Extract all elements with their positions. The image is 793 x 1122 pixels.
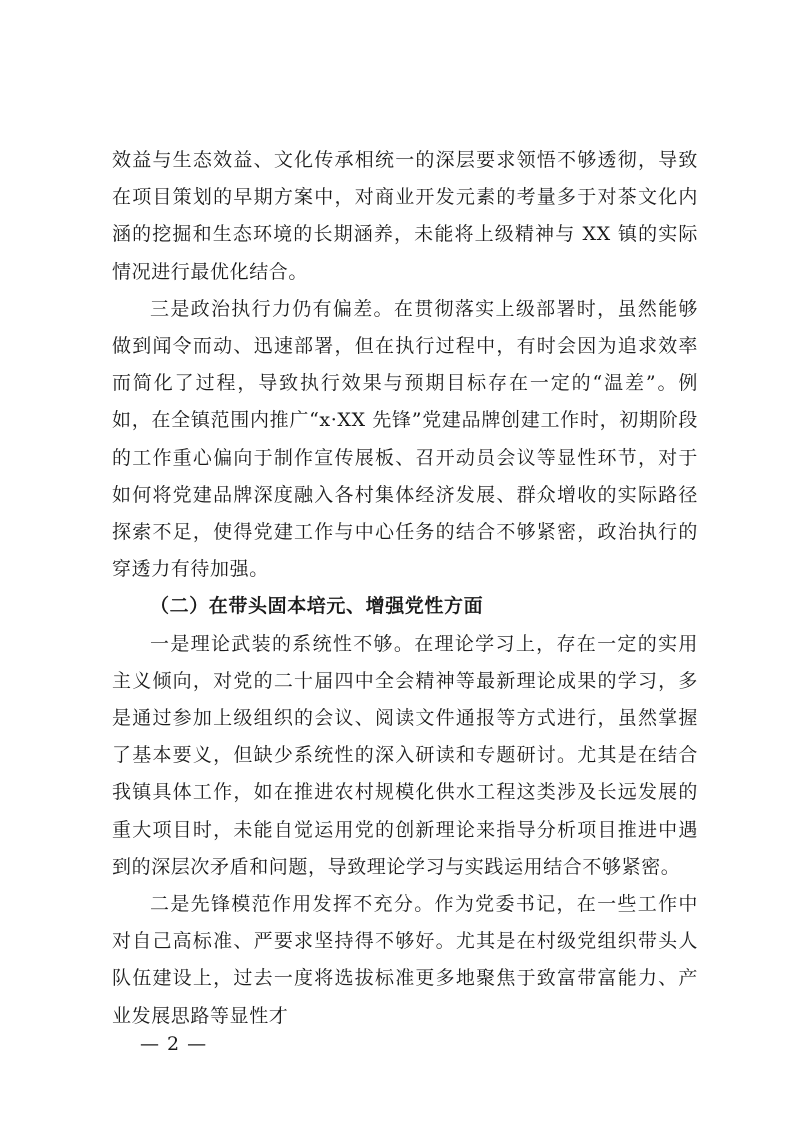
section-heading: （二）在带头固本培元、增强党性方面 xyxy=(150,595,484,618)
paragraph-political-execution: 三是政治执行力仍有偏差。在贯彻落实上级部署时，虽然能够做到闻令而动、迅速部署，但在执行过程中，有时会因为追求效率而简化了过程，导致执行效果与预期目标存在一定的“温差”。例如，在全镇范围内推广“x·XX 先锋”党建品牌创建工作时，初期阶段的工作重心偏向于制作宣传展板、召开动员会议等显性环节，对于如何将党建品牌深度融入各村集体经济发展、群众增收的实际路径探索不足，使得党建工作与中心任务的结合不够紧密，政治执行的穿透力有待加强。 xyxy=(112,297,698,581)
paragraph-theory-study: 一是理论武装的系统性不够。在理论学习上，存在一定的实用主义倾向，对党的二十届四中全会精神等最新理论成果的学习，多是通过参加上级组织的会议、阅读文件通报等方式进行，虽然掌握了基本要义，但缺少系统性的深入研读和专题研讨。尤其是在结合我镇具体工作，如在推进农村规模化供水工程这类涉及长远发展的重大项目时，未能自觉运用党的创新理论来指导分析项目推进中遇到的深层次矛盾和问题，导致理论学习与实践运用结合不够紧密。 xyxy=(112,632,698,878)
continued-paragraph: 效益与生态效益、文化传承相统一的深层要求领悟不够透彻，导致在项目策划的早期方案中，对商业开发元素的考量多于对茶文化内涵的挖掘和生态环境的长期涵养，未能将上级精神与 XX 镇的实际情况进行最优化结合。 xyxy=(112,149,698,283)
page-number: — 2 — xyxy=(140,1033,208,1055)
document-body xyxy=(112,142,698,1035)
paragraph-vanguard-role: 二是先锋模范作用发挥不充分。作为党委书记，在一些工作中对自己高标准、严要求坚持得不够好。尤其是在村级党组织带头人队伍建设上，过去一度将选拔标准更多地聚焦于致富带富能力、产业发展思路等显性才 xyxy=(112,893,698,1027)
